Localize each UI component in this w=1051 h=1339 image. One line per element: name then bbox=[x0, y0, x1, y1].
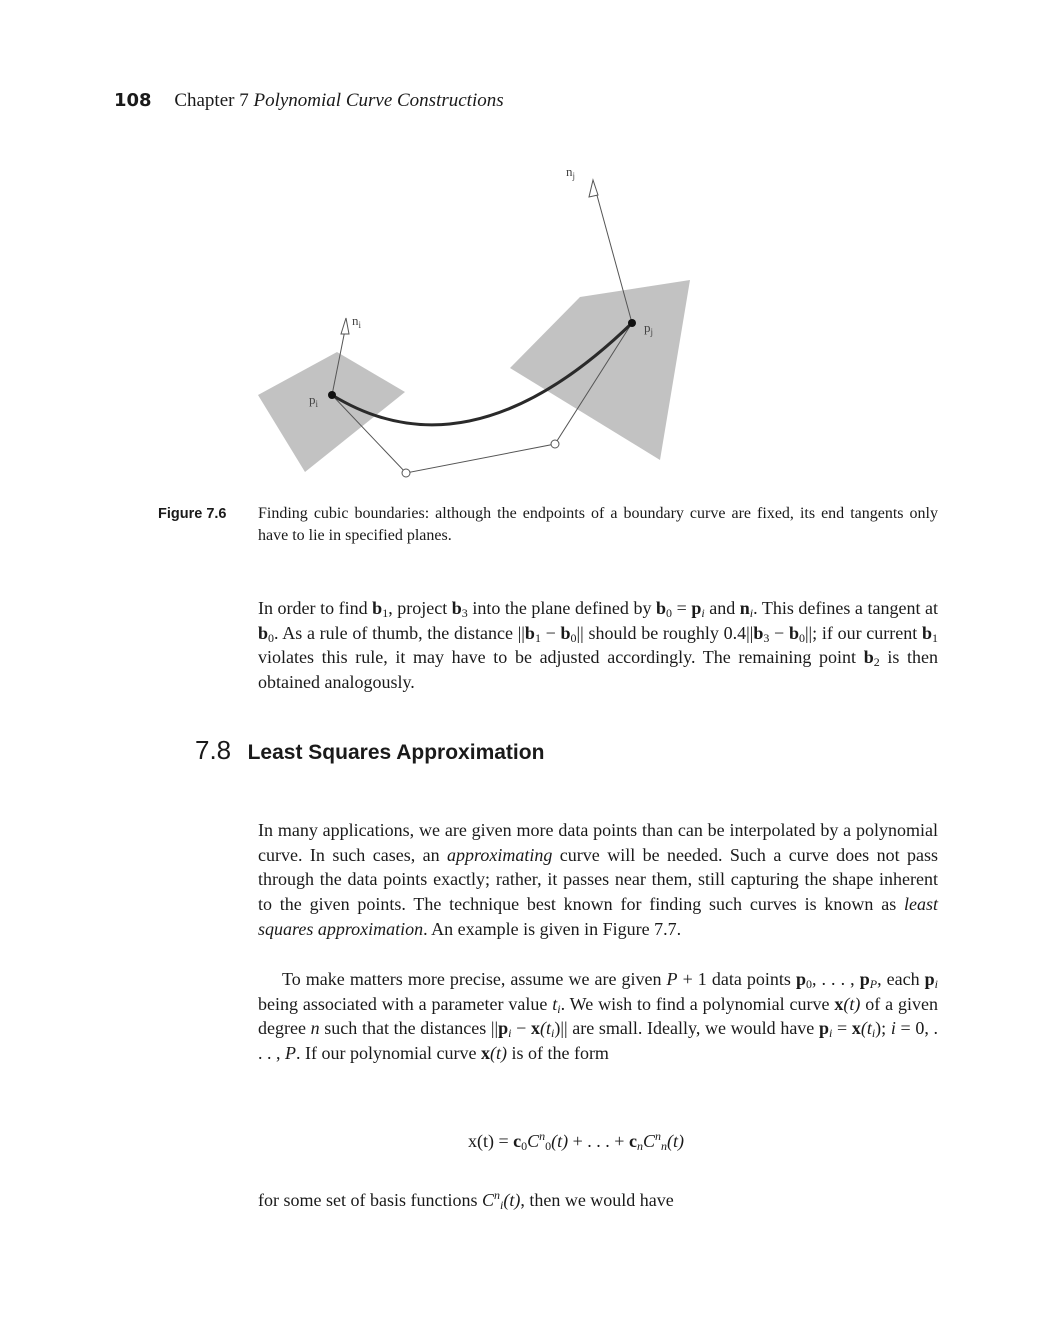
plane-i bbox=[258, 352, 405, 472]
endpoint-p-i bbox=[328, 391, 336, 399]
caption-label: Figure 7.6 bbox=[158, 506, 227, 522]
running-head bbox=[114, 90, 504, 112]
page-number: 108 bbox=[114, 90, 152, 111]
caption-text: Finding cubic boundaries: although the endpoints of a boundary curve are fixed, its end tangents only have to lie in specified planes. bbox=[258, 505, 938, 544]
figure-caption bbox=[158, 503, 938, 547]
paragraph-cubic-boundaries: In order to find $b_1$, project $b_3$ into the plane defined by $b_0 = p_i$ and $n_i$. This defines a tangent at $b_0$. As a rule of thumb, the distance $||b_1 - b_0||$ should be roughly $0.4||b_3 - b_0||$; if our current $b_1$ violates this rule, it may have to be adjusted accordingly. The remaining point $b_2$ is then obtained analogously. bbox=[258, 598, 939, 693]
paragraph-intro: In many applications, we are given more data points than can be interpolated by a polynomial curve. In such cases, an approximating curve will be needed. Such a curve does not pass through the data points exactly; rather, it passes near them, still capturing the shape inherent to the given points. The technique best known for finding such curves is known as least squares approximation. An example is given in Figure 7.7. bbox=[258, 820, 938, 939]
label-p-j: $p_j$ bbox=[644, 320, 654, 337]
normal-i-arrowhead bbox=[341, 318, 349, 334]
label-n-i: $n_i$ bbox=[352, 313, 362, 330]
section-heading bbox=[195, 735, 544, 766]
paragraph-basis: for some set of basis functions $C^n_i(t)$, then we would have bbox=[258, 1188, 674, 1212]
figure-7-6 bbox=[240, 160, 720, 490]
equation-curve-form: $x(t) = c_0C^n_0(t)$ + . . . + $c_nC^n_n(t)$ bbox=[468, 1129, 684, 1153]
section-number: 7.8 bbox=[195, 735, 232, 765]
label-p-i: $p_i$ bbox=[309, 392, 319, 409]
endpoint-p-j bbox=[628, 319, 636, 327]
paragraph-precise: To make matters more precise, assume we are given P + 1 data points $p_0$, . . . , $p_P$, each $p_i$ being associated with a parameter value $t_i$. We wish to find a polynomial curve x(t) of a given degree n such that the distances $||p_i - x(t_i)||$ are small. Ideally, we would have $p_i = x(t_i)$; i = 0, . . . , P. If our polynomial curve x(t) is of the form bbox=[258, 969, 939, 1064]
normal-j-arrowhead bbox=[589, 180, 598, 197]
control-point-b1 bbox=[402, 469, 410, 477]
section-title: Least Squares Approximation bbox=[247, 741, 545, 764]
chapter-label: Chapter 7 bbox=[174, 90, 249, 111]
chapter-title: Polynomial Curve Constructions bbox=[253, 90, 504, 111]
control-point-b2 bbox=[551, 440, 559, 448]
plane-j bbox=[510, 280, 690, 460]
label-n-j: $n_j$ bbox=[566, 164, 576, 181]
